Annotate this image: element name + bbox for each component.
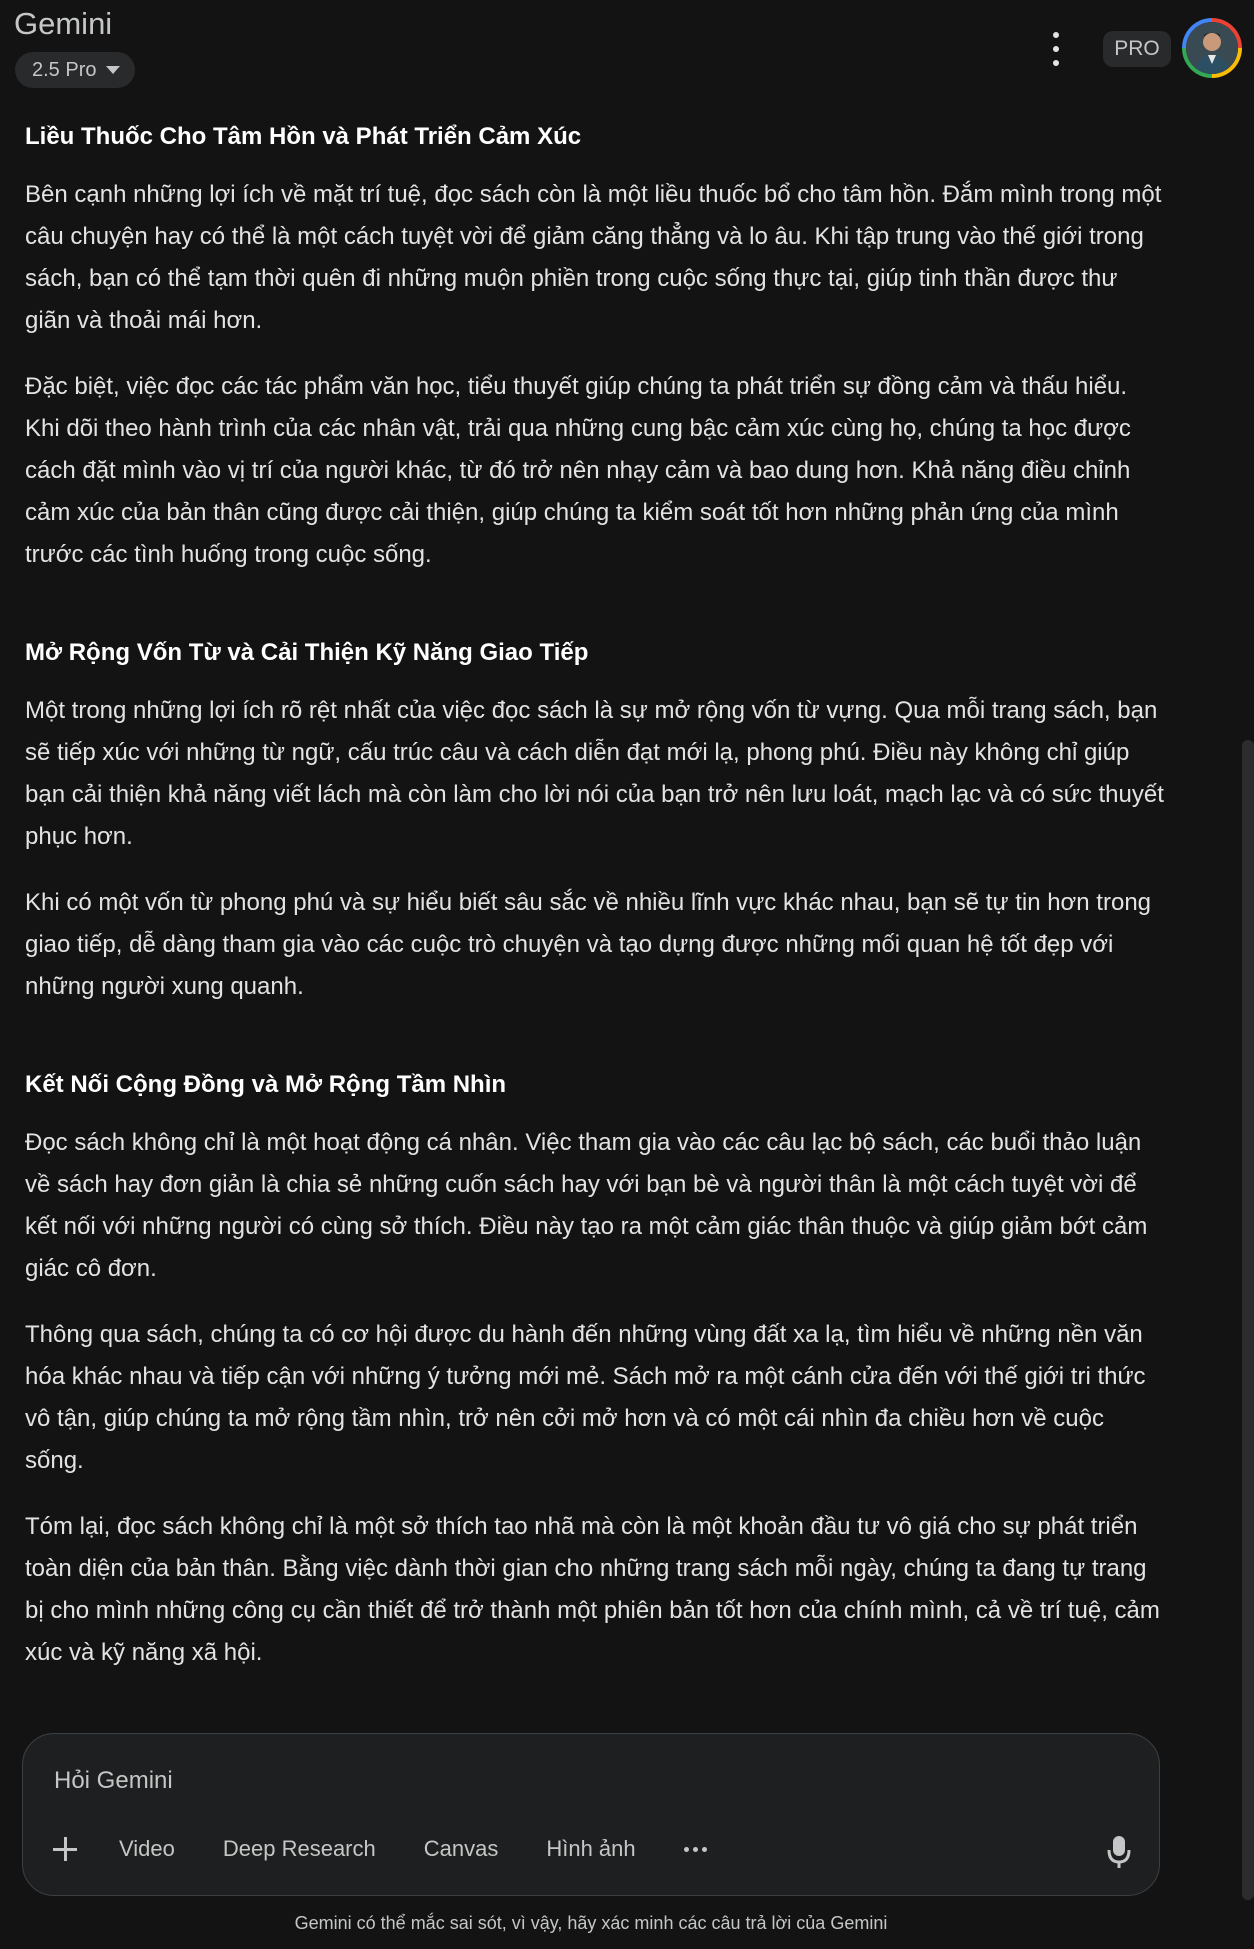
app-title: Gemini [14,6,113,41]
paragraph: Bên cạnh những lợi ích về mặt trí tuệ, đọc sách còn là một liều thuốc bổ cho tâm hồn. Đắm mình trong một câu chuyện hay có thể là một cách tuyệt vời để giảm căng thẳng và lo âu. Khi tập trung vào thế giới trong sách, bạn có thể tạm thời quên đi những muộn phiền trong cuộc sống thực tại, giúp tinh thần được thư giãn và thoải mái hơn. [25,181,1162,334]
response-content [25,120,1165,1698]
video-button[interactable]: Video [119,1836,175,1861]
prompt-box [22,1733,1160,1896]
more-options-button[interactable] [1046,32,1066,66]
deep-research-button[interactable]: Deep Research [222,1836,376,1861]
tool-row [47,1824,707,1874]
section-heading: Kết Nối Cộng Đồng và Mở Rộng Tầm Nhìn [25,1071,507,1098]
prompt-input[interactable] [52,1760,1056,1802]
avatar[interactable] [1182,18,1242,78]
chevron-down-icon [106,66,120,74]
image-button[interactable]: Hình ảnh [546,1836,636,1861]
mic-icon[interactable] [1105,1834,1133,1870]
disclaimer: Gemini có thể mắc sai sót, vì vậy, hãy xác minh các câu trả lời của Gemini [294,1913,888,1933]
paragraph: Một trong những lợi ích rõ rệt nhất của việc đọc sách là sự mở rộng vốn từ vựng. Qua mỗi trang sách, bạn sẽ tiếp xúc với những từ ngữ, cấu trúc câu và cách diễn đạt mới lạ, phong phú. Điều này không chỉ giúp bạn cải thiện khả năng viết lách mà còn làm cho lời nói của bạn trở nên lưu loát, mạch lạc và có sức thuyết phục hơn. [25,697,1164,850]
canvas-button[interactable]: Canvas [423,1836,499,1861]
more-vert-icon [1053,32,1059,38]
paragraph: Đặc biệt, việc đọc các tác phẩm văn học, tiểu thuyết giúp chúng ta phát triển sự đồng cảm và thấu hiểu. Khi dõi theo hành trình của các nhân vật, trải qua những cung bậc cảm xúc cùng họ, chúng ta học được cách đặt mình vào vị trí của người khác, từ đó trở nên nhạy cảm và bao dung hơn. Khả năng điều chỉnh cảm xúc của bản thân cũng được cải thiện, giúp chúng ta kiểm soát tốt hơn những phản ứng của mình trước các tình huống trong cuộc sống. [25,373,1131,568]
avatar-image [1186,22,1238,74]
person-icon [1186,22,1238,74]
pro-badge[interactable]: PRO [1103,31,1171,67]
section-heading: Mở Rộng Vốn Từ và Cải Thiện Kỹ Năng Giao Tiếp [25,639,589,666]
top-bar [0,0,1254,100]
paragraph: Tóm lại, đọc sách không chỉ là một sở thích tao nhã mà còn là một khoản đầu tư vô giá cho sự phát triển toàn diện của bản thân. Bằng việc dành thời gian cho những trang sách mỗi ngày, chúng ta đang tự trang bị cho mình những công cụ cần thiết để trở thành một phiên bản tốt hơn của chính mình, cả về trí tuệ, cảm xúc và kỹ năng xã hội. [25,1513,1160,1666]
scrollbar[interactable] [1242,740,1254,1900]
paragraph: Khi có một vốn từ phong phú và sự hiểu biết sâu sắc về nhiều lĩnh vực khác nhau, bạn sẽ tự tin hơn trong giao tiếp, dễ dàng tham gia vào các cuộc trò chuyện và tạo dựng được những mối quan hệ tốt đẹp với những người xung quanh. [25,889,1152,1000]
section-heading: Liều Thuốc Cho Tâm Hồn và Phát Triển Cảm Xúc [25,123,582,150]
paragraph: Thông qua sách, chúng ta có cơ hội được du hành đến những vùng đất xa lạ, tìm hiểu về những nền văn hóa khác nhau và tiếp cận với những ý tưởng mới mẻ. Sách mở ra một cánh cửa đến với thế giới tri thức vô tận, giúp chúng ta mở rộng tầm nhìn, trở nên cởi mở hơn và có một cái nhìn đa chiều hơn về cuộc sống. [25,1321,1146,1474]
plus-icon[interactable] [47,1831,83,1867]
paragraph: Đọc sách không chỉ là một hoạt động cá nhân. Việc tham gia vào các câu lạc bộ sách, các buổi thảo luận về sách hay đơn giản là chia sẻ những cuốn sách hay với bạn bè và người thân là một cách tuyệt vời để kết nối với những người có cùng sở thích. Điều này tạo ra một cảm giác thân thuộc và giúp giảm bớt cảm giác cô đơn. [25,1129,1148,1282]
model-selector[interactable] [15,52,135,88]
model-name: 2.5 Pro [32,58,97,81]
more-horiz-icon[interactable] [684,1847,707,1852]
